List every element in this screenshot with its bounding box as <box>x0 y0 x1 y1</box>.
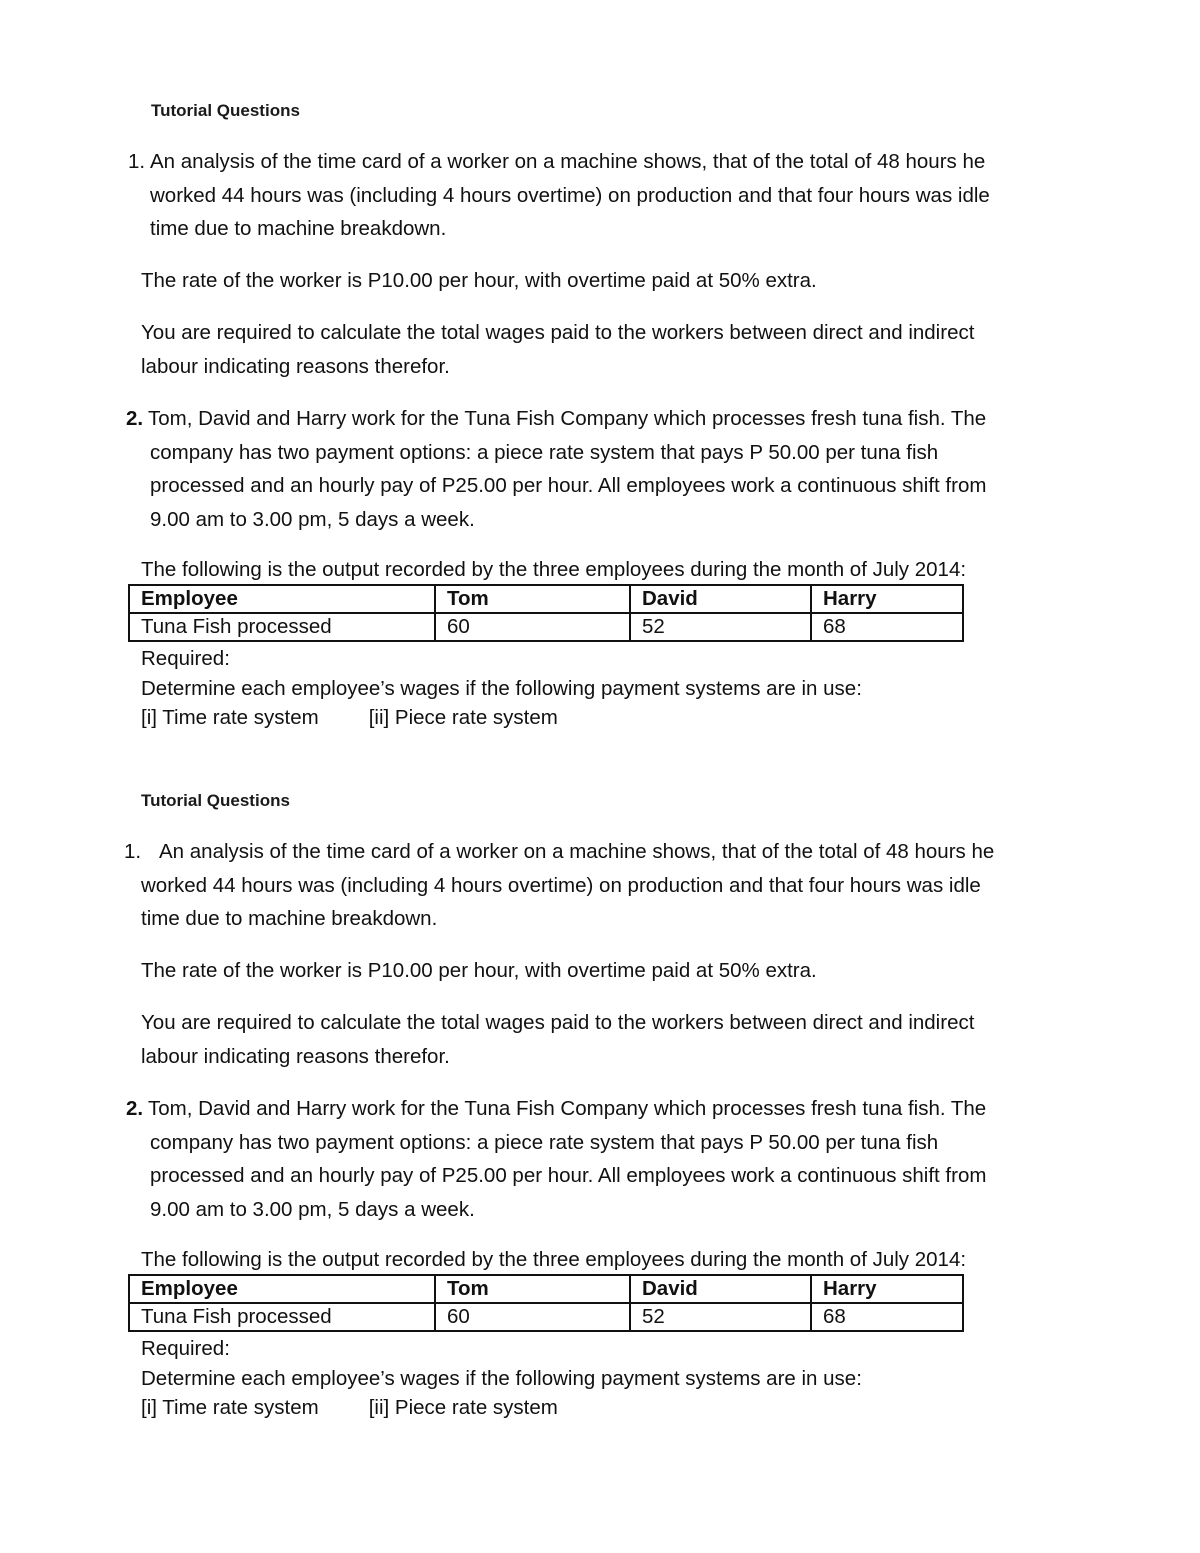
table-header-cell: Tom <box>435 1275 630 1303</box>
required-label: Required: <box>141 1337 230 1360</box>
question-text-line: An analysis of the time card of a worker on a machine shows, that of the total of 48 hours he <box>150 150 986 173</box>
question-number: 2. <box>126 1097 144 1120</box>
question-text-line: worked 44 hours was (including 4 hours overtime) on production and that four hours was idle <box>150 183 990 207</box>
table-intro <box>141 1243 1041 1277</box>
table-header-cell: Employee <box>129 585 435 613</box>
determine-text: Determine each employee’s wages if the following payment systems are in use: <box>141 1366 862 1390</box>
table-header-cell: Harry <box>811 585 963 613</box>
table-cell: Tuna Fish processed <box>129 1303 435 1331</box>
required-statement <box>141 1006 1041 1073</box>
table-cell: 68 <box>811 1303 963 1331</box>
rate-statement <box>141 954 1041 988</box>
question-text-line: company has two payment options: a piece rate system that pays P 50.00 per tuna fish <box>150 440 939 464</box>
option-time-rate: [i] Time rate system <box>141 706 319 729</box>
rate-statement <box>141 264 1041 298</box>
required-text-line: labour indicating reasons therefor. <box>141 1044 450 1068</box>
required-text-line: You are required to calculate the total wages paid to the workers between direct and indirect <box>141 1011 975 1034</box>
table-intro <box>141 553 1041 587</box>
required-text-line: labour indicating reasons therefor. <box>141 354 450 378</box>
table-cell: 60 <box>435 613 630 641</box>
table-header-cell: Harry <box>811 1275 963 1303</box>
table-header-cell: Tom <box>435 585 630 613</box>
table-row <box>129 1303 963 1331</box>
required-text-line: You are required to calculate the total wages paid to the workers between direct and indirect <box>141 321 975 344</box>
required-block <box>141 1334 862 1423</box>
required-statement <box>141 316 1041 383</box>
question-text-line: time due to machine breakdown. <box>150 217 447 240</box>
table-row <box>129 613 963 641</box>
section-heading: Tutorial Questions <box>151 101 300 120</box>
table-intro-text: The following is the output recorded by the three employees during the month of July 2014: <box>141 558 967 581</box>
table-header-row <box>129 1275 963 1303</box>
section-heading: Tutorial Questions <box>141 791 290 810</box>
table-header-row <box>129 585 963 613</box>
question-number: 1. <box>128 150 146 173</box>
rate-text: The rate of the worker is P10.00 per hour, with overtime paid at 50% extra. <box>141 959 817 982</box>
table-intro-text: The following is the output recorded by the three employees during the month of July 2014: <box>141 1248 967 1271</box>
question-text-line: time due to machine breakdown. <box>141 907 438 930</box>
question-text-line: Tom, David and Harry work for the Tuna Fish Company which processes fresh tuna fish. The <box>148 407 987 430</box>
question-1 <box>124 835 1024 936</box>
option-piece-rate: [ii] Piece rate system <box>368 706 558 729</box>
table-cell: 60 <box>435 1303 630 1331</box>
determine-text: Determine each employee’s wages if the following payment systems are in use: <box>141 676 862 700</box>
required-block <box>141 644 862 733</box>
table-header-cell: David <box>630 1275 811 1303</box>
output-table <box>128 1274 964 1332</box>
option-time-rate: [i] Time rate system <box>141 1396 319 1419</box>
option-piece-rate: [ii] Piece rate system <box>368 1396 558 1419</box>
table-cell: 52 <box>630 1303 811 1331</box>
table-header-cell: David <box>630 585 811 613</box>
table-cell: Tuna Fish processed <box>129 613 435 641</box>
question-2 <box>126 1092 1026 1226</box>
question-text-line: company has two payment options: a piece rate system that pays P 50.00 per tuna fish <box>150 1130 939 1154</box>
question-text-line: Tom, David and Harry work for the Tuna Fish Company which processes fresh tuna fish. The <box>148 1097 987 1120</box>
table-cell: 68 <box>811 613 963 641</box>
question-number: 1. <box>124 840 142 863</box>
table-header-cell: Employee <box>129 1275 435 1303</box>
question-text-line: An analysis of the time card of a worker on a machine shows, that of the total of 48 hours he <box>159 840 995 863</box>
output-table <box>128 584 964 642</box>
question-1 <box>128 145 1028 246</box>
question-text-line: processed and an hourly pay of P25.00 per hour. All employees work a continuous shift from <box>150 1164 987 1187</box>
rate-text: The rate of the worker is P10.00 per hour, with overtime paid at 50% extra. <box>141 269 817 292</box>
question-text-line: processed and an hourly pay of P25.00 per hour. All employees work a continuous shift from <box>150 474 987 497</box>
question-text-line: worked 44 hours was (including 4 hours overtime) on production and that four hours was idle <box>141 873 981 897</box>
question-number: 2. <box>126 407 144 430</box>
required-label: Required: <box>141 647 230 670</box>
table-cell: 52 <box>630 613 811 641</box>
question-text-line: 9.00 am to 3.00 pm, 5 days a week. <box>150 1197 475 1221</box>
question-2 <box>126 402 1026 536</box>
question-text-line: 9.00 am to 3.00 pm, 5 days a week. <box>150 507 475 531</box>
